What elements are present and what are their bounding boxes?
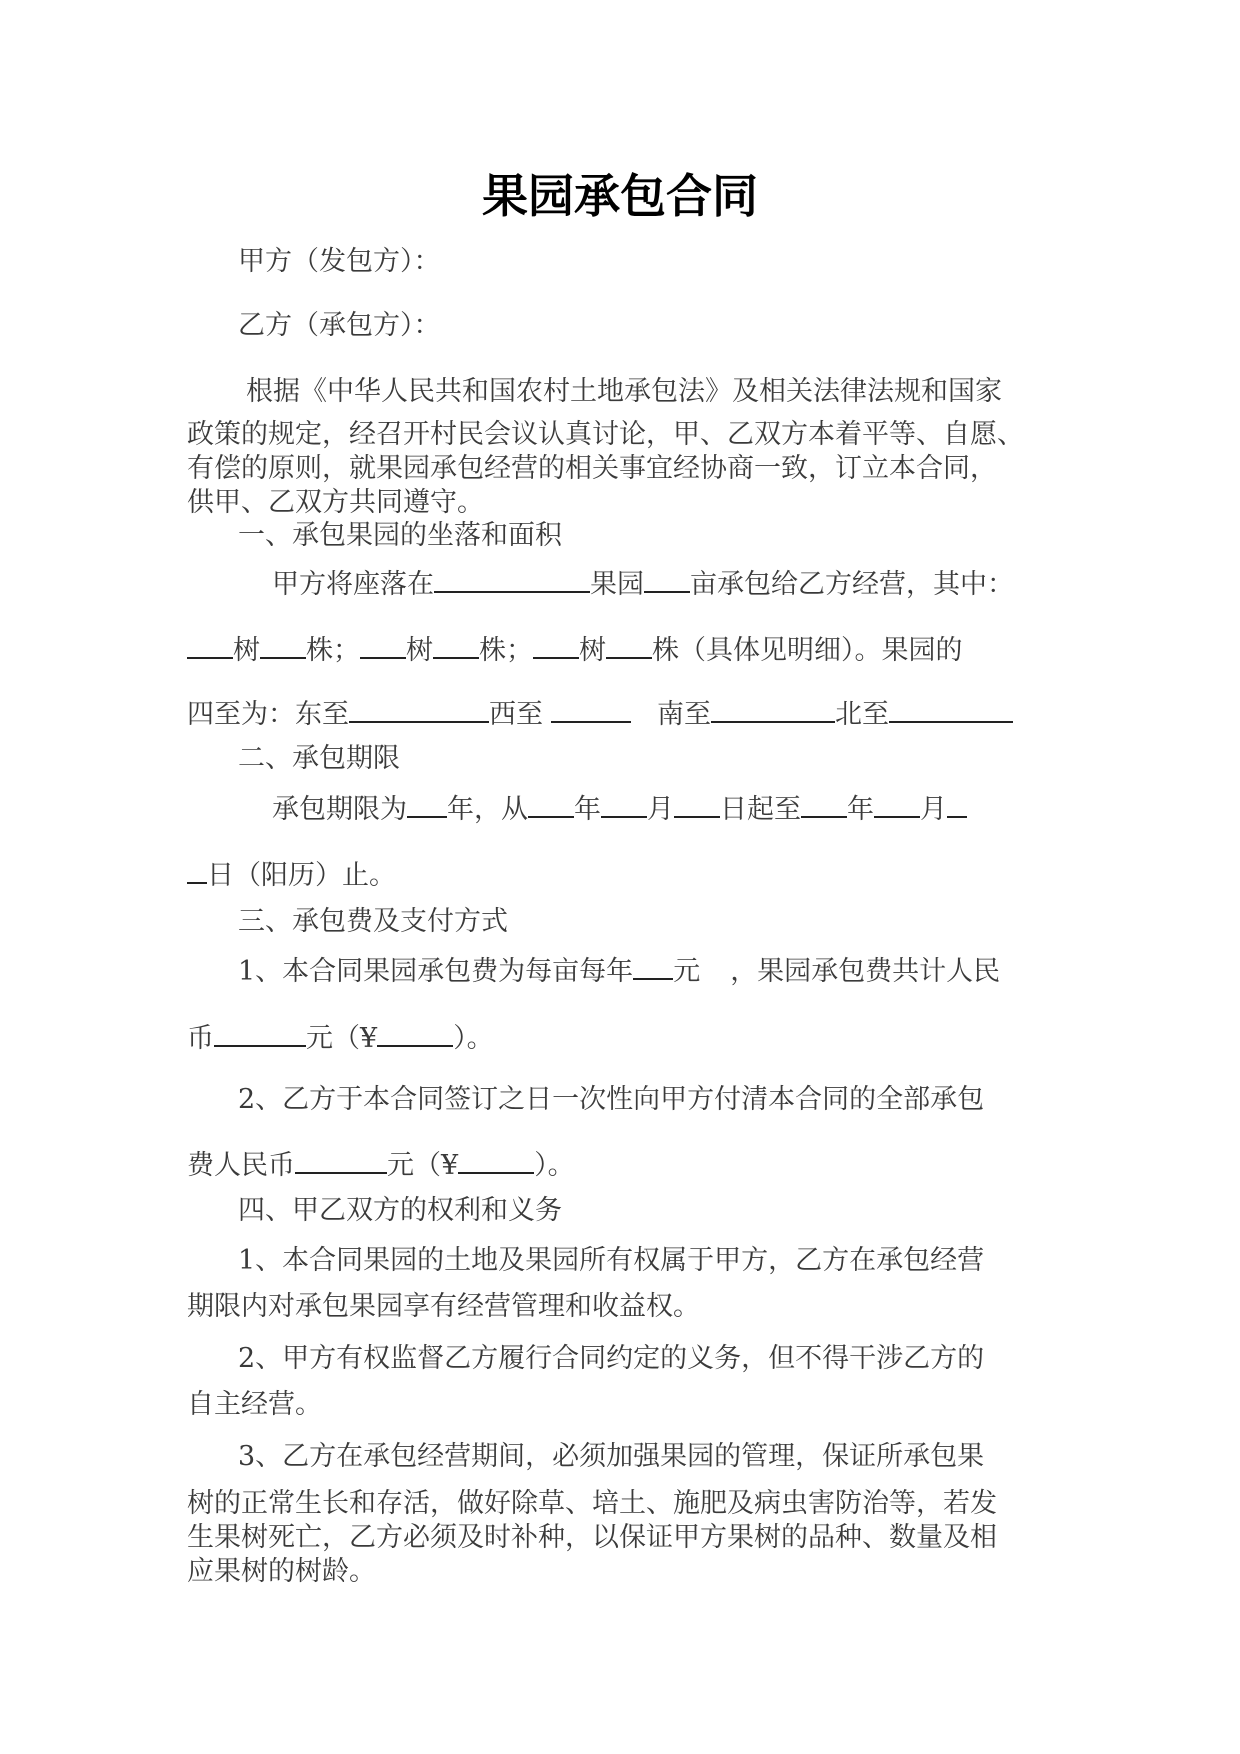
blank-north-boundary[interactable] [889, 697, 1013, 723]
blank-payment-amount[interactable] [458, 1148, 534, 1174]
section-2-line-2 [187, 858, 396, 893]
blank-start-day[interactable] [674, 792, 720, 818]
text: 年 [847, 794, 874, 825]
text: 株（具体见明细）。果园的 [652, 635, 963, 666]
section-2-line-1 [272, 792, 967, 827]
text: 日起至 [720, 794, 801, 825]
text: 承包期限为 [272, 794, 407, 825]
section-4-heading: 四、甲乙双方的权利和义务 [238, 1195, 562, 1226]
blank-tree-type-1[interactable] [187, 633, 233, 659]
blank-start-year[interactable] [528, 792, 574, 818]
section-1-line-3 [187, 697, 1013, 732]
text: 年 [574, 794, 601, 825]
section-4-para-1-line-1: 1、本合同果园的土地及果园所有权属于甲方，乙方在承包经营 [238, 1245, 985, 1276]
text: ，果园承包费共计人民 [730, 956, 1001, 987]
blank-orchard-location[interactable] [434, 567, 590, 593]
section-2-heading: 二、承包期限 [238, 743, 400, 774]
preamble-line-1: 根据《中华人民共和国农村土地承包法》及相关法律法规和国家 [246, 376, 1002, 407]
blank-tree-count-1[interactable] [260, 633, 306, 659]
party-a-label: 甲方（发包方）： [238, 246, 441, 277]
section-4-para-3-line-1: 3、乙方在承包经营期间，必须加强果园的管理，保证所承包果 [238, 1441, 985, 1472]
text: 北至 [835, 699, 889, 730]
text: 四至为：东至 [187, 699, 349, 730]
section-1-line-1 [272, 567, 1014, 602]
text: 果园 [590, 569, 644, 600]
section-4-para-3-line-4: 应果树的树龄。 [187, 1556, 376, 1587]
blank-tree-count-3[interactable] [606, 633, 652, 659]
preamble-line-4: 供甲、乙双方共同遵守。 [187, 487, 484, 518]
text: ）。 [453, 1023, 494, 1054]
blank-end-day-part-2[interactable] [187, 858, 207, 884]
section-4-para-2-line-1: 2、甲方有权监督乙方履行合同约定的义务，但不得干涉乙方的 [238, 1343, 985, 1374]
blank-end-day-part-1[interactable] [947, 792, 967, 818]
text: 日（阳历）止。 [207, 860, 396, 891]
text: 株； [306, 635, 360, 666]
section-4-para-3-line-2: 树的正常生长和存活，做好除草、培土、施肥及病虫害防治等，若发 [187, 1488, 997, 1519]
text: 月 [647, 794, 674, 825]
text: 甲方将座落在 [272, 569, 434, 600]
text: 南至 [657, 699, 711, 730]
text: 西至 [489, 699, 543, 730]
blank-south-boundary[interactable] [711, 697, 835, 723]
section-4-para-3-line-3: 生果树死亡，乙方必须及时补种，以保证甲方果树的品种、数量及相 [187, 1522, 997, 1553]
text: 树 [233, 635, 260, 666]
text: 月 [920, 794, 947, 825]
section-3-heading: 三、承包费及支付方式 [238, 906, 508, 937]
text: 费人民币 [187, 1150, 295, 1181]
text: 1、本合同果园承包费为每亩每年 [238, 956, 634, 987]
blank-start-month[interactable] [601, 792, 647, 818]
blank-tree-type-2[interactable] [360, 633, 406, 659]
blank-payment-total[interactable] [295, 1148, 387, 1174]
section-3-para-1-line-1 [238, 954, 1000, 989]
blank-end-year[interactable] [801, 792, 847, 818]
blank-east-boundary[interactable] [349, 697, 489, 723]
text: 树 [579, 635, 606, 666]
blank-west-boundary[interactable] [551, 697, 631, 723]
section-3-para-2-line-1: 2、乙方于本合同签订之日一次性向甲方付清本合同的全部承包 [238, 1084, 985, 1115]
section-3-para-1-line-2 [187, 1021, 494, 1056]
blank-total-fee-amount[interactable] [377, 1021, 453, 1047]
preamble-line-2: 政策的规定，经召开村民会议认真讨论，甲、乙双方本着平等、自愿、 [187, 419, 1024, 450]
text: 元 [673, 956, 701, 987]
text: 元（¥ [306, 1023, 378, 1054]
section-4-para-2-line-2: 自主经营。 [187, 1389, 322, 1420]
blank-area-mu[interactable] [644, 567, 690, 593]
text: 树 [406, 635, 433, 666]
section-4-para-1-line-2: 期限内对承包果园享有经营管理和收益权。 [187, 1291, 700, 1322]
preamble-line-3: 有偿的原则，就果园承包经营的相关事宜经协商一致，订立本合同， [187, 453, 997, 484]
blank-end-month[interactable] [874, 792, 920, 818]
text: 亩承包给乙方经营，其中： [690, 569, 1014, 600]
text: 年，从 [447, 794, 528, 825]
text: 元（¥ [387, 1150, 459, 1181]
section-1-line-2 [187, 633, 963, 668]
text: 株； [479, 635, 533, 666]
blank-total-fee[interactable] [214, 1021, 306, 1047]
text: ）。 [534, 1150, 575, 1181]
blank-tree-type-3[interactable] [533, 633, 579, 659]
document-title: 果园承包合同 [482, 169, 758, 223]
text: 币 [187, 1023, 214, 1054]
blank-term-years[interactable] [407, 792, 447, 818]
party-b-label: 乙方（承包方）： [238, 310, 441, 341]
section-1-heading: 一、承包果园的坐落和面积 [238, 520, 562, 551]
section-3-para-2-line-2 [187, 1148, 575, 1183]
blank-tree-count-2[interactable] [433, 633, 479, 659]
blank-fee-per-mu[interactable] [633, 954, 673, 980]
